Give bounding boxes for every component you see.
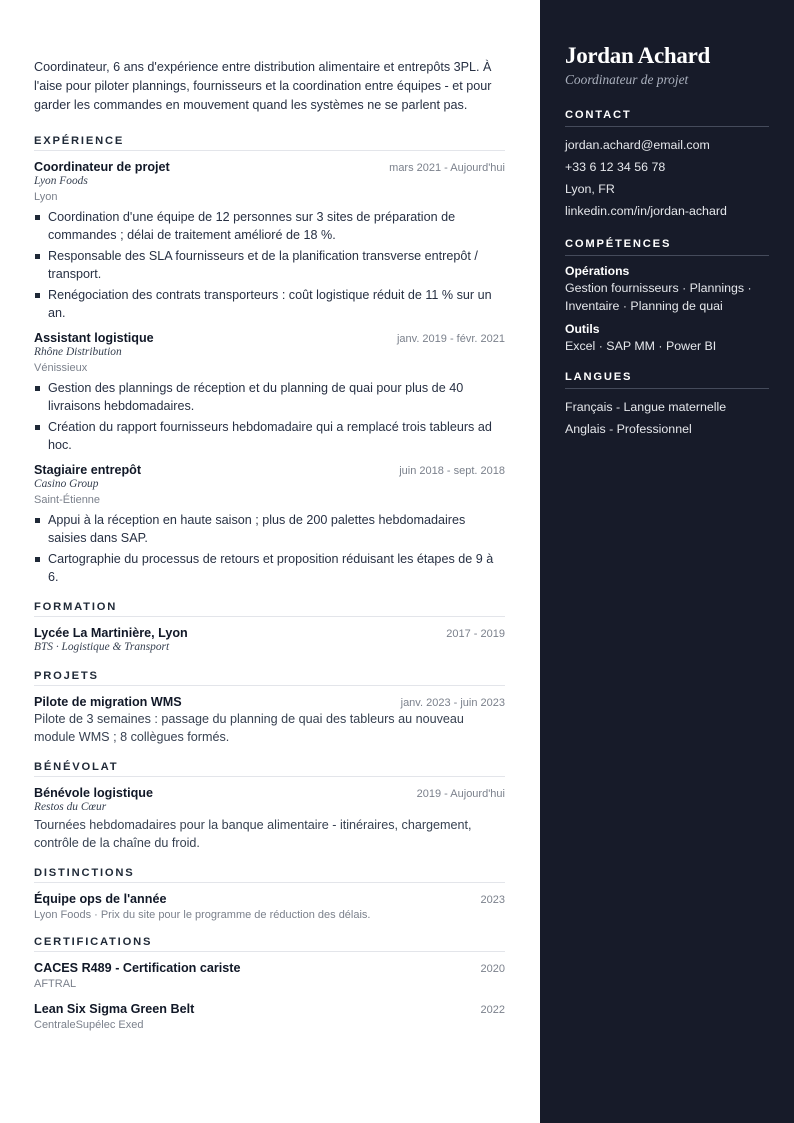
awards-section (34, 867, 505, 921)
section-title: FORMATION (34, 601, 505, 617)
candidate-role: Coordinateur de projet (565, 72, 689, 87)
company-name: Casino Group (34, 478, 99, 490)
certification-year: 2020 (480, 963, 505, 975)
certification-issuer: AFTRAL (34, 978, 77, 990)
certification-entry (34, 961, 505, 990)
award-entry (34, 892, 505, 921)
project-description: Pilote de 3 semaines : passage du planning de quai des tableurs au nouveau module WMS ; 8 collègues formés. (34, 712, 464, 744)
skill-group-items: Gestion fournisseurs · Plannings · Inventaire · Planning de quai (565, 281, 752, 313)
section-title: BÉNÉVOLAT (34, 761, 505, 777)
contact-location: Lyon, FR (565, 182, 615, 196)
job-title: Assistant logistique (34, 331, 154, 345)
achievement-list (34, 379, 505, 454)
job-dates: janv. 2019 - févr. 2021 (396, 333, 505, 345)
skill-group-items: Excel · SAP MM · Power BI (565, 339, 717, 353)
company-name: Lyon Foods (34, 175, 88, 187)
contact-email: jordan.achard@email.com (565, 138, 710, 152)
skill-group-label: Outils (565, 322, 600, 336)
job-dates: mars 2021 - Aujourd'hui (389, 162, 505, 174)
award-year: 2023 (480, 894, 505, 906)
sidebar-section-title: COMPÉTENCES (565, 238, 769, 256)
volunteer-organization: Restos du Cœur (34, 801, 107, 813)
section-title: DISTINCTIONS (34, 867, 505, 883)
languages-section (565, 371, 769, 440)
contact-section (565, 109, 769, 222)
experience-entry (34, 331, 505, 454)
job-dates: juin 2018 - sept. 2018 (399, 465, 505, 477)
candidate-name: Jordan Achard (565, 43, 710, 68)
achievement-item: Renégociation des contrats transporteurs : coût logistique réduit de 11 % sur un an. (34, 286, 505, 322)
language-item: Anglais - Professionnel (565, 422, 692, 436)
company-name: Rhône Distribution (34, 346, 122, 358)
certification-title: CACES R489 - Certification cariste (34, 961, 241, 975)
sidebar-section-title: LANGUES (565, 371, 769, 389)
volunteer-description: Tournées hebdomadaires pour la banque alimentaire - itinéraires, chargement, contrôle de la chaîne du froid. (34, 818, 472, 850)
education-section (34, 601, 505, 655)
job-title: Stagiaire entrepôt (34, 463, 142, 477)
job-location: Lyon (34, 191, 58, 203)
volunteering-entry (34, 786, 505, 852)
project-entry (34, 695, 505, 746)
job-title: Coordinateur de projet (34, 160, 170, 174)
project-dates: janv. 2023 - juin 2023 (400, 697, 505, 709)
sidebar-section-title: CONTACT (565, 109, 769, 127)
experience-section (34, 135, 505, 586)
section-title: EXPÉRIENCE (34, 135, 505, 151)
skills-section (565, 238, 769, 355)
experience-entry (34, 160, 505, 322)
contact-phone: +33 6 12 34 56 78 (565, 160, 666, 174)
certification-title: Lean Six Sigma Green Belt (34, 1002, 195, 1016)
award-title: Équipe ops de l'année (34, 892, 167, 906)
language-item: Français - Langue maternelle (565, 400, 727, 414)
degree-name: BTS · Logistique & Transport (34, 641, 170, 653)
volunteering-section (34, 761, 505, 852)
contact-linkedin: linkedin.com/in/jordan-achard (565, 204, 727, 218)
section-title: PROJETS (34, 670, 505, 686)
resume-sidebar (540, 0, 794, 1123)
certification-entry (34, 1002, 505, 1031)
skill-group (565, 263, 769, 315)
achievement-item: Création du rapport fournisseurs hebdomadaire qui a remplacé trois tableurs ad hoc. (34, 418, 505, 454)
school-name: Lycée La Martinière, Lyon (34, 626, 188, 640)
volunteer-role: Bénévole logistique (34, 786, 153, 800)
education-entry (34, 626, 505, 655)
achievement-item: Gestion des plannings de réception et du planning de quai pour plus de 40 livraisons hebdomadaires. (34, 379, 505, 415)
achievement-item: Coordination d'une équipe de 12 personnes sur 3 sites de préparation de commandes ; délai de traitement amélioré de 18 %. (34, 208, 505, 244)
projects-section (34, 670, 505, 746)
skill-group (565, 321, 769, 355)
section-title: CERTIFICATIONS (34, 936, 505, 952)
experience-entry (34, 463, 505, 586)
achievement-list (34, 208, 505, 322)
certification-issuer: CentraleSupélec Exed (34, 1019, 144, 1031)
achievement-item: Appui à la réception en haute saison ; plus de 200 palettes hebdomadaires saisies dans SAP. (34, 511, 505, 547)
volunteer-dates: 2019 - Aujourd'hui (416, 788, 505, 800)
education-dates: 2017 - 2019 (446, 628, 505, 640)
project-title: Pilote de migration WMS (34, 695, 182, 709)
award-description: Lyon Foods · Prix du site pour le programme de réduction des délais. (34, 909, 371, 921)
certifications-section (34, 936, 505, 1031)
job-location: Vénissieux (34, 362, 88, 374)
achievement-item: Responsable des SLA fournisseurs et de la planification transverse entrepôt / transport. (34, 247, 505, 283)
profile-summary: Coordinateur, 6 ans d'expérience entre distribution alimentaire et entrepôts 3PL. À l'aise pour piloter plannings, fournisseurs et la coordination entre équipes - et pour garder les commandes en mouvement quand les systèmes ne se parlent pas. (34, 60, 492, 112)
achievement-list (34, 511, 505, 586)
skill-group-label: Opérations (565, 264, 630, 278)
job-location: Saint-Étienne (34, 494, 101, 506)
achievement-item: Cartographie du processus de retours et proposition réduisant les étapes de 9 à 6. (34, 550, 505, 586)
certification-year: 2022 (480, 1004, 505, 1016)
